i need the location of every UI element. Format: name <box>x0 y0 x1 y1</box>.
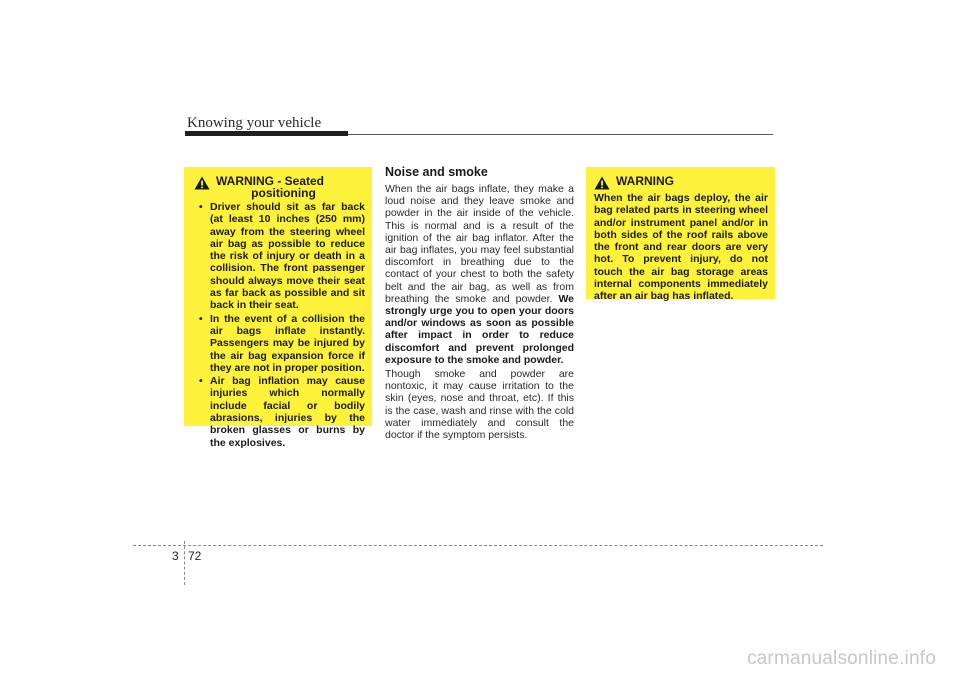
footer-divider <box>184 541 185 585</box>
warning-box-seated-positioning <box>184 167 372 449</box>
warning-header <box>194 175 365 199</box>
list-item: • Air bag inflation may cause injuries which normally include facial or bodily abrasions, injuries by the broken glasses or burns by the explosives. <box>194 375 365 449</box>
paragraph-emphasis: We strongly urge you to open your doors and/or windows as soon as possible after impact in order to reduce discomfort and prevent prolonged exposure to the smoke and powder. <box>385 292 574 366</box>
section-heading: Noise and smoke <box>385 165 488 179</box>
paragraph <box>385 183 574 366</box>
warning-triangle-icon <box>594 176 610 190</box>
list-item: • Driver should sit as far back (at least 10 inches (250 mm) away from the steering wheel air bag as possible to reduce the risk of injury or death in a collision. The front passenger should always move their seat as far back as possible and sit back in their seat. <box>194 201 365 312</box>
section-title: Knowing your vehicle <box>187 115 322 131</box>
header-rule <box>348 134 773 135</box>
paragraph: Though smoke and powder are nontoxic, it may cause irritation to the skin (eyes, nose and throat, etc). If this is the case, wash and rinse with the cold water immediately and consult the doctor if the symptom persists. <box>385 368 574 442</box>
paragraph-text: When the air bags inflate, they make a loud noise and they leave smoke and powder in the air inside of the vehicle. This is normal and is a result of the ignition of the air bag inflator. After the air bag inflates, you may feel substantial discomfort in breathing due to the contact of your chest to both the safety belt and the air bag, as well as from breathing the smoke and powder. <box>385 183 574 305</box>
page-number: 72 <box>188 549 202 563</box>
warning-title: WARNING <box>616 174 674 188</box>
warning-triangle-icon <box>194 176 210 190</box>
warning-body: When the air bags deploy, the air bag related parts in steering wheel and/or instrument panel and/or in both sides of the roof rails above the front and rear doors are very hot. To prevent injury, do not touch the air bag storage areas internal components immediately after an air bag has inflated. <box>594 192 768 303</box>
warning-header <box>594 175 768 190</box>
footer-rule <box>133 545 823 546</box>
warning-title <box>216 175 351 199</box>
warning-list <box>194 201 365 449</box>
list-item: • In the event of a collision the air bags inflate instantly. Passengers may be injured by the air bag expansion force if they are not in proper position. <box>194 313 365 374</box>
noise-smoke-section <box>385 165 574 443</box>
watermark: carmanualsonline.info <box>746 648 936 669</box>
chapter-number: 3 <box>172 549 179 563</box>
warning-box-airbag-deploy <box>586 167 775 303</box>
warning-title-line2: positioning <box>251 186 316 200</box>
warning-title-line1: WARNING - Seated <box>216 174 325 188</box>
header-bar <box>185 131 348 136</box>
